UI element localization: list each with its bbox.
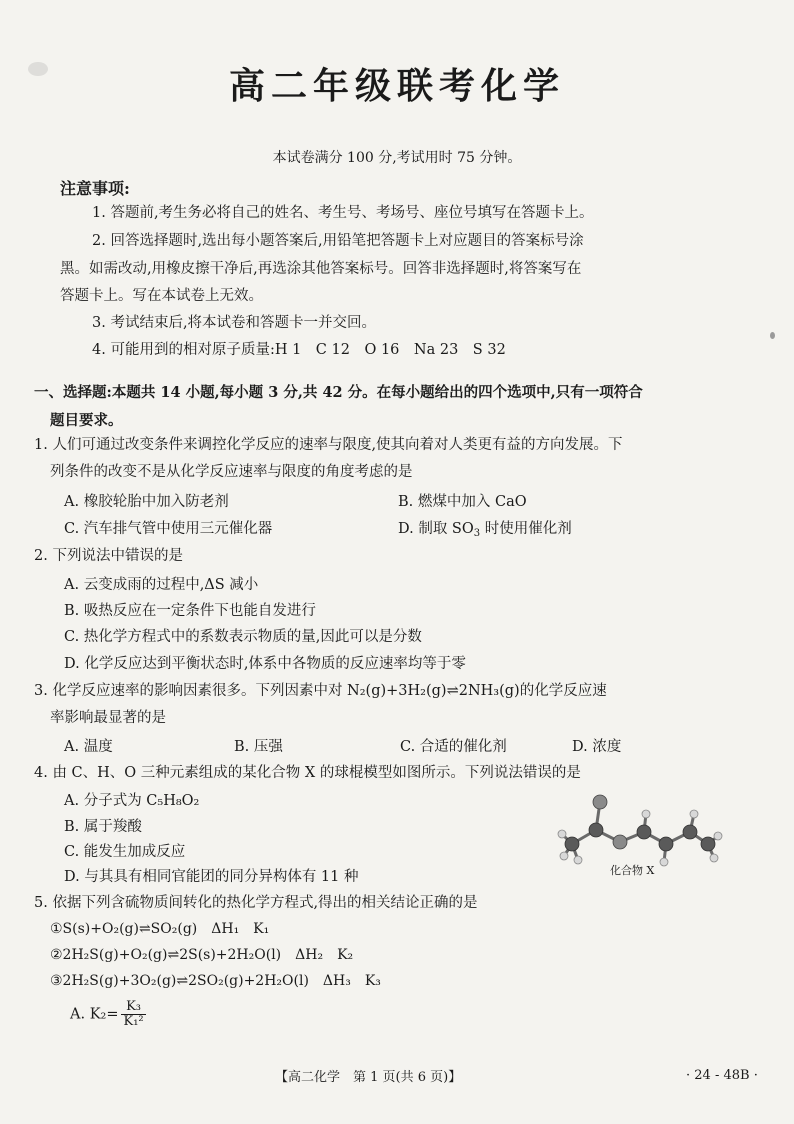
q1-option-d-suffix: 时使用催化剂 [480, 521, 572, 537]
footer-page-info: 【高二化学 第 1 页(共 6 页)】 [275, 1070, 462, 1085]
note-3: 3. 考试结束后,将本试卷和答题卡一并交回。 [92, 315, 377, 331]
q2-option-c: C. 热化学方程式中的系数表示物质的量,因此可以是分数 [64, 629, 422, 645]
q3-option-a: A. 温度 [64, 739, 113, 755]
q4-option-b: B. 属于羧酸 [64, 819, 142, 835]
q5-stem: 5. 依据下列含硫物质间转化的热化学方程式,得出的相关结论正确的是 [34, 895, 478, 911]
footer-code: · 24 - 48B · [686, 1068, 758, 1083]
q2-stem: 2. 下列说法中错误的是 [34, 548, 183, 564]
q4-option-c: C. 能发生加成反应 [64, 844, 186, 860]
q2-option-a: A. 云变成雨的过程中,ΔS 减小 [64, 577, 259, 593]
q3-option-d: D. 浓度 [572, 739, 622, 755]
q5-option-a-numerator: K₃ [121, 1000, 145, 1015]
note-2-line1: 2. 回答选择题时,选出每小题答案后,用铅笔把答题卡上对应题目的答案标号涂 [92, 233, 584, 249]
q5-option-a-prefix: A. K₂= [70, 1006, 119, 1023]
q2-option-b: B. 吸热反应在一定条件下也能自发进行 [64, 603, 316, 619]
q5-option-a [70, 1000, 146, 1029]
q2-option-d: D. 化学反应达到平衡状态时,体系中各物质的反应速率均等于零 [64, 656, 466, 672]
q3-option-c: C. 合适的催化剂 [400, 739, 507, 755]
notes-heading: 注意事项: [60, 179, 130, 198]
q4-option-d: D. 与其具有相同官能团的同分异构体有 11 种 [64, 869, 359, 885]
q5-equation-3: ③2H₂S(g)+3O₂(g)⇌2SO₂(g)+2H₂O(l) ΔH₃ K₃ [50, 973, 381, 989]
note-2-line2: 黑。如需改动,用橡皮擦干净后,再选涂其他答案标号。回答非选择题时,将答案写在 [60, 261, 582, 277]
note-4: 4. 可能用到的相对原子质量:H 1 C 12 O 16 Na 23 S 32 [92, 342, 506, 358]
note-1: 1. 答题前,考生务必将自己的姓名、考生号、考场号、座位号填写在答题卡上。 [92, 205, 594, 221]
q1-option-b: B. 燃煤中加入 CaO [398, 494, 527, 510]
q5-option-a-fraction [121, 1000, 145, 1029]
section-heading-line2: 题目要求。 [50, 412, 123, 429]
q1-stem-line1: 1. 人们可通过改变条件来调控化学反应的速率与限度,使其向着对人类更有益的方向发展。下 [34, 437, 623, 453]
q1-option-d-subscript: 3 [473, 528, 481, 539]
q1-option-d-prefix: D. 制取 SO [398, 521, 474, 537]
exam-subtitle: 本试卷满分 100 分,考试用时 75 分钟。 [272, 150, 522, 166]
section-heading-line1: 一、选择题:本题共 14 小题,每小题 3 分,共 42 分。在每小题给出的四个选项中,只有一项符合 [34, 384, 643, 401]
q4-stem: 4. 由 C、H、O 三种元素组成的某化合物 X 的球棍模型如图所示。下列说法错误的是 [34, 765, 581, 781]
q1-stem-line2: 列条件的改变不是从化学反应速率与限度的角度考虑的是 [50, 464, 413, 480]
scan-speck [770, 332, 775, 339]
exam-title: 高二年级联考化学 [228, 65, 565, 107]
q1-option-d [398, 517, 572, 539]
q3-stem-line1: 3. 化学反应速率的影响因素很多。下列因素中对 N₂(g)+3H₂(g)⇌2NH₃(g)的化学反应速 [34, 683, 607, 699]
q1-option-a: A. 橡胶轮胎中加入防老剂 [64, 494, 229, 510]
q5-equation-1: ①S(s)+O₂(g)⇌SO₂(g) ΔH₁ K₁ [50, 921, 270, 937]
molecule-caption: 化合物 X [610, 864, 655, 877]
q4-option-a: A. 分子式为 C₅H₈O₂ [64, 793, 200, 809]
q3-option-b: B. 压强 [234, 739, 283, 755]
q3-stem-line2: 率影响最显著的是 [50, 710, 166, 726]
scan-smudge [28, 62, 48, 76]
q5-equation-2: ②2H₂S(g)+O₂(g)⇌2S(s)+2H₂O(l) ΔH₂ K₂ [50, 947, 354, 963]
note-2-line3: 答题卡上。写在本试卷上无效。 [60, 288, 263, 304]
q5-option-a-denominator: K₁² [123, 1014, 144, 1029]
q1-option-c: C. 汽车排气管中使用三元催化器 [64, 521, 273, 537]
